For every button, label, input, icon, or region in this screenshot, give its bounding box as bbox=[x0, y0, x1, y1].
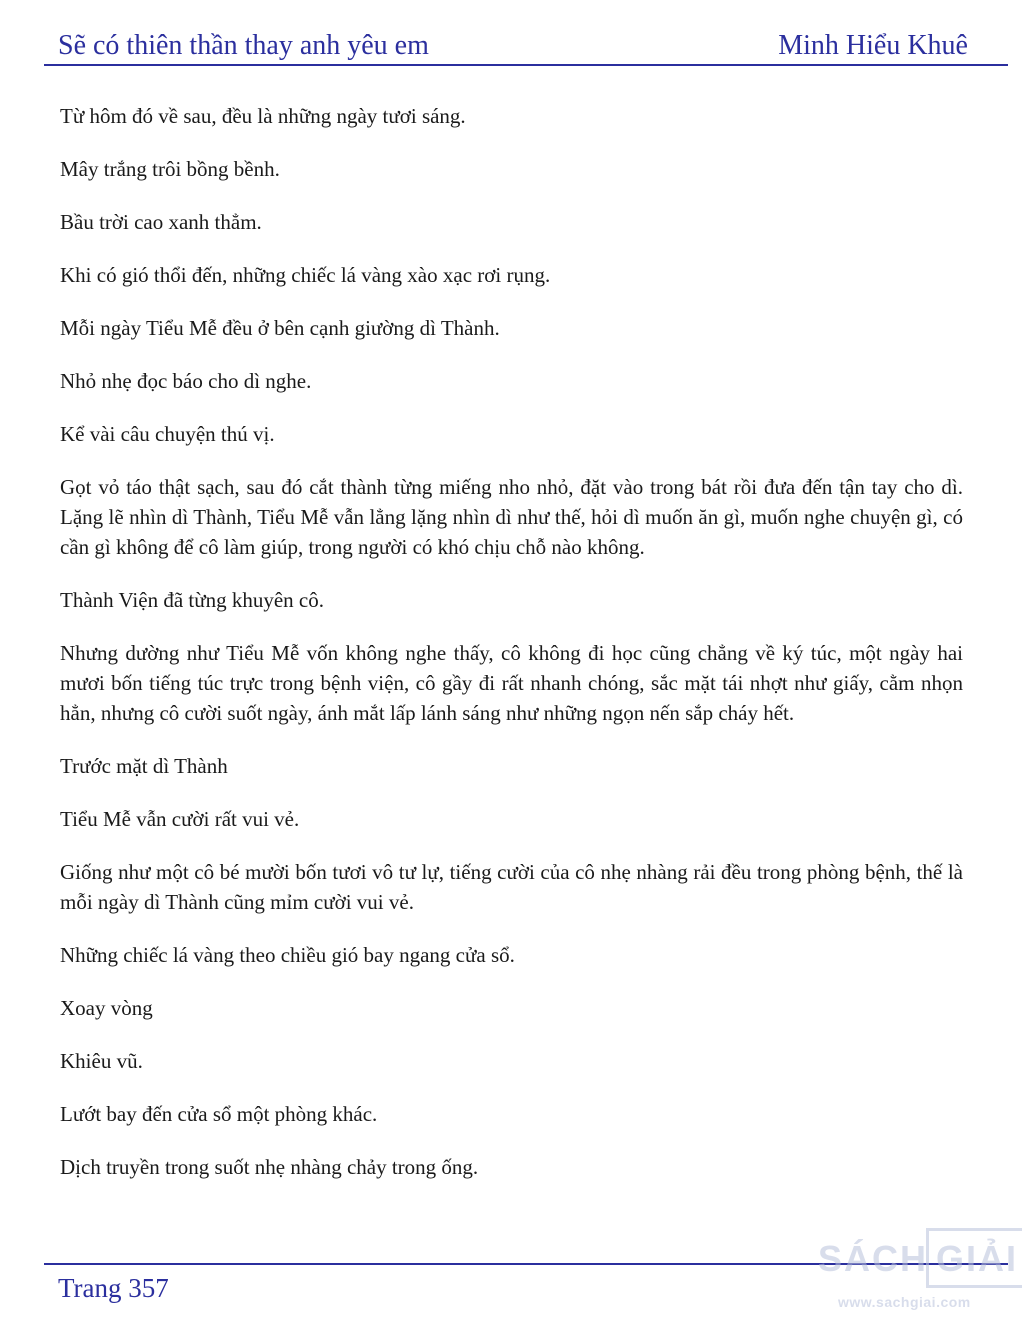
paragraph: Kể vài câu chuyện thú vị. bbox=[60, 422, 275, 446]
paragraph: Tiểu Mễ vẫn cười rất vui vẻ. bbox=[60, 807, 300, 831]
sachgiai-watermark bbox=[816, 1226, 1022, 1318]
author-name: Minh Hiểu Khuê bbox=[778, 30, 968, 61]
paragraph: Từ hôm đó về sau, đều là những ngày tươi sáng. bbox=[60, 104, 466, 128]
paragraph: Thành Viện đã từng khuyên cô. bbox=[60, 588, 325, 612]
paragraph: Bầu trời cao xanh thẳm. bbox=[60, 210, 262, 234]
paragraph: Những chiếc lá vàng theo chiều gió bay ngang cửa sổ. bbox=[60, 943, 515, 967]
watermark-brand-right: GIẢI bbox=[936, 1238, 1019, 1279]
page-body bbox=[60, 101, 963, 1205]
watermark-brand-left: SÁCH bbox=[818, 1238, 929, 1279]
page-header bbox=[58, 22, 968, 62]
paragraph: Lướt bay đến cửa sổ một phòng khác. bbox=[60, 1102, 378, 1126]
paragraph: Giống như một cô bé mười bốn tươi vô tư lự, tiếng cười của cô nhẹ nhàng rải đều trong phòng bệnh, thế là mỗi ngày dì Thành cũng mỉm cười vui vẻ. bbox=[60, 860, 963, 914]
paragraph: Nhưng dường như Tiểu Mễ vốn không nghe thấy, cô không đi học cũng chẳng về ký túc, một ngày hai mươi bốn tiếng túc trực trong bệnh viện, cô gầy đi rất nhanh chóng, sắc mặt tái nhợt như giấy, cằm nhọn hẳn, nhưng cô cười suốt ngày, ánh mắt lấp lánh sáng như những ngọn nến sắp cháy hết. bbox=[60, 641, 963, 725]
paragraph: Nhỏ nhẹ đọc báo cho dì nghe. bbox=[60, 369, 312, 393]
paragraph: Mỗi ngày Tiểu Mễ đều ở bên cạnh giường dì Thành. bbox=[60, 316, 500, 340]
paragraph: Trước mặt dì Thành bbox=[60, 754, 228, 778]
paragraph: Khiêu vũ. bbox=[60, 1049, 143, 1073]
paragraph: Gọt vỏ táo thật sạch, sau đó cắt thành từng miếng nho nhỏ, đặt vào trong bát rồi đưa đến tận tay cho dì. Lặng lẽ nhìn dì Thành, Tiểu Mễ vẫn lẳng lặng nhìn dì như thế, hỏi dì muốn ăn gì, muốn nghe chuyện gì, có cần gì không để cô làm giúp, trong người có khó chịu chỗ nào không. bbox=[60, 475, 963, 559]
watermark-url: www.sachgiai.com bbox=[838, 1294, 971, 1310]
paragraph: Dịch truyền trong suốt nhẹ nhàng chảy trong ống. bbox=[60, 1155, 479, 1179]
header-divider bbox=[44, 64, 1008, 66]
paragraph: Xoay vòng bbox=[60, 996, 153, 1020]
paragraph: Mây trắng trôi bồng bềnh. bbox=[60, 157, 280, 181]
paragraph: Khi có gió thổi đến, những chiếc lá vàng xào xạc rơi rụng. bbox=[60, 263, 551, 287]
page-number: Trang 357 bbox=[58, 1273, 169, 1303]
book-title: Sẽ có thiên thần thay anh yêu em bbox=[58, 30, 429, 61]
